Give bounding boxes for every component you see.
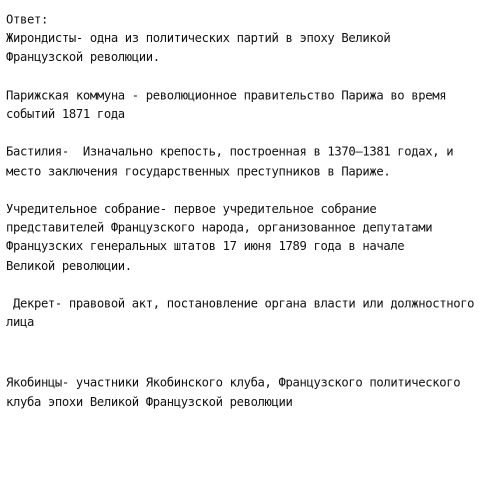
definition-line: Якобинцы- участники Якобинского клуба, Французского политического xyxy=(6,375,461,391)
definition-line: представителей Французского народа, организованное депутатами xyxy=(6,220,433,235)
definition-line: клуба эпохи Великой Французской революции xyxy=(6,394,293,409)
definition-constituent-assembly xyxy=(6,199,496,275)
definition-line: Великой революции. xyxy=(6,258,132,273)
definition-line: Учредительное собрание- первое учредительное собрание xyxy=(6,201,377,216)
answer-header: Ответ: xyxy=(6,12,48,27)
paragraph-spacer xyxy=(6,67,496,86)
definition-jacobins xyxy=(6,373,496,411)
definition-girondins xyxy=(6,29,496,67)
definition-line: событий 1871 года xyxy=(6,106,125,122)
definition-line: Парижская коммуна - революционное правительство Парижа во время xyxy=(6,87,447,103)
definition-line: Французской революции. xyxy=(6,49,160,65)
definition-line: лица xyxy=(6,314,34,330)
paragraph-spacer xyxy=(6,124,496,143)
definition-decree xyxy=(6,294,496,332)
handwritten-answer-page xyxy=(6,10,496,411)
definition-line: Бастилия- Изначально крепость, построенная в 1370—1381 годах, и xyxy=(6,144,454,160)
definition-bastille xyxy=(6,142,496,180)
paragraph-spacer xyxy=(6,332,496,374)
definition-line: Французских генеральных штатов 17 июня 1789 года в начале xyxy=(6,239,405,254)
definition-paris-commune xyxy=(6,86,496,124)
definition-line: Декрет- правовой акт, постановление органа власти или должностного xyxy=(6,295,475,311)
definition-line: Жирондисты- одна из политических партий в эпоху Великой xyxy=(6,31,391,46)
paragraph-spacer xyxy=(6,275,496,294)
paragraph-spacer xyxy=(6,180,496,199)
definition-line: место заключения государственных преступников в Париже. xyxy=(6,163,391,179)
